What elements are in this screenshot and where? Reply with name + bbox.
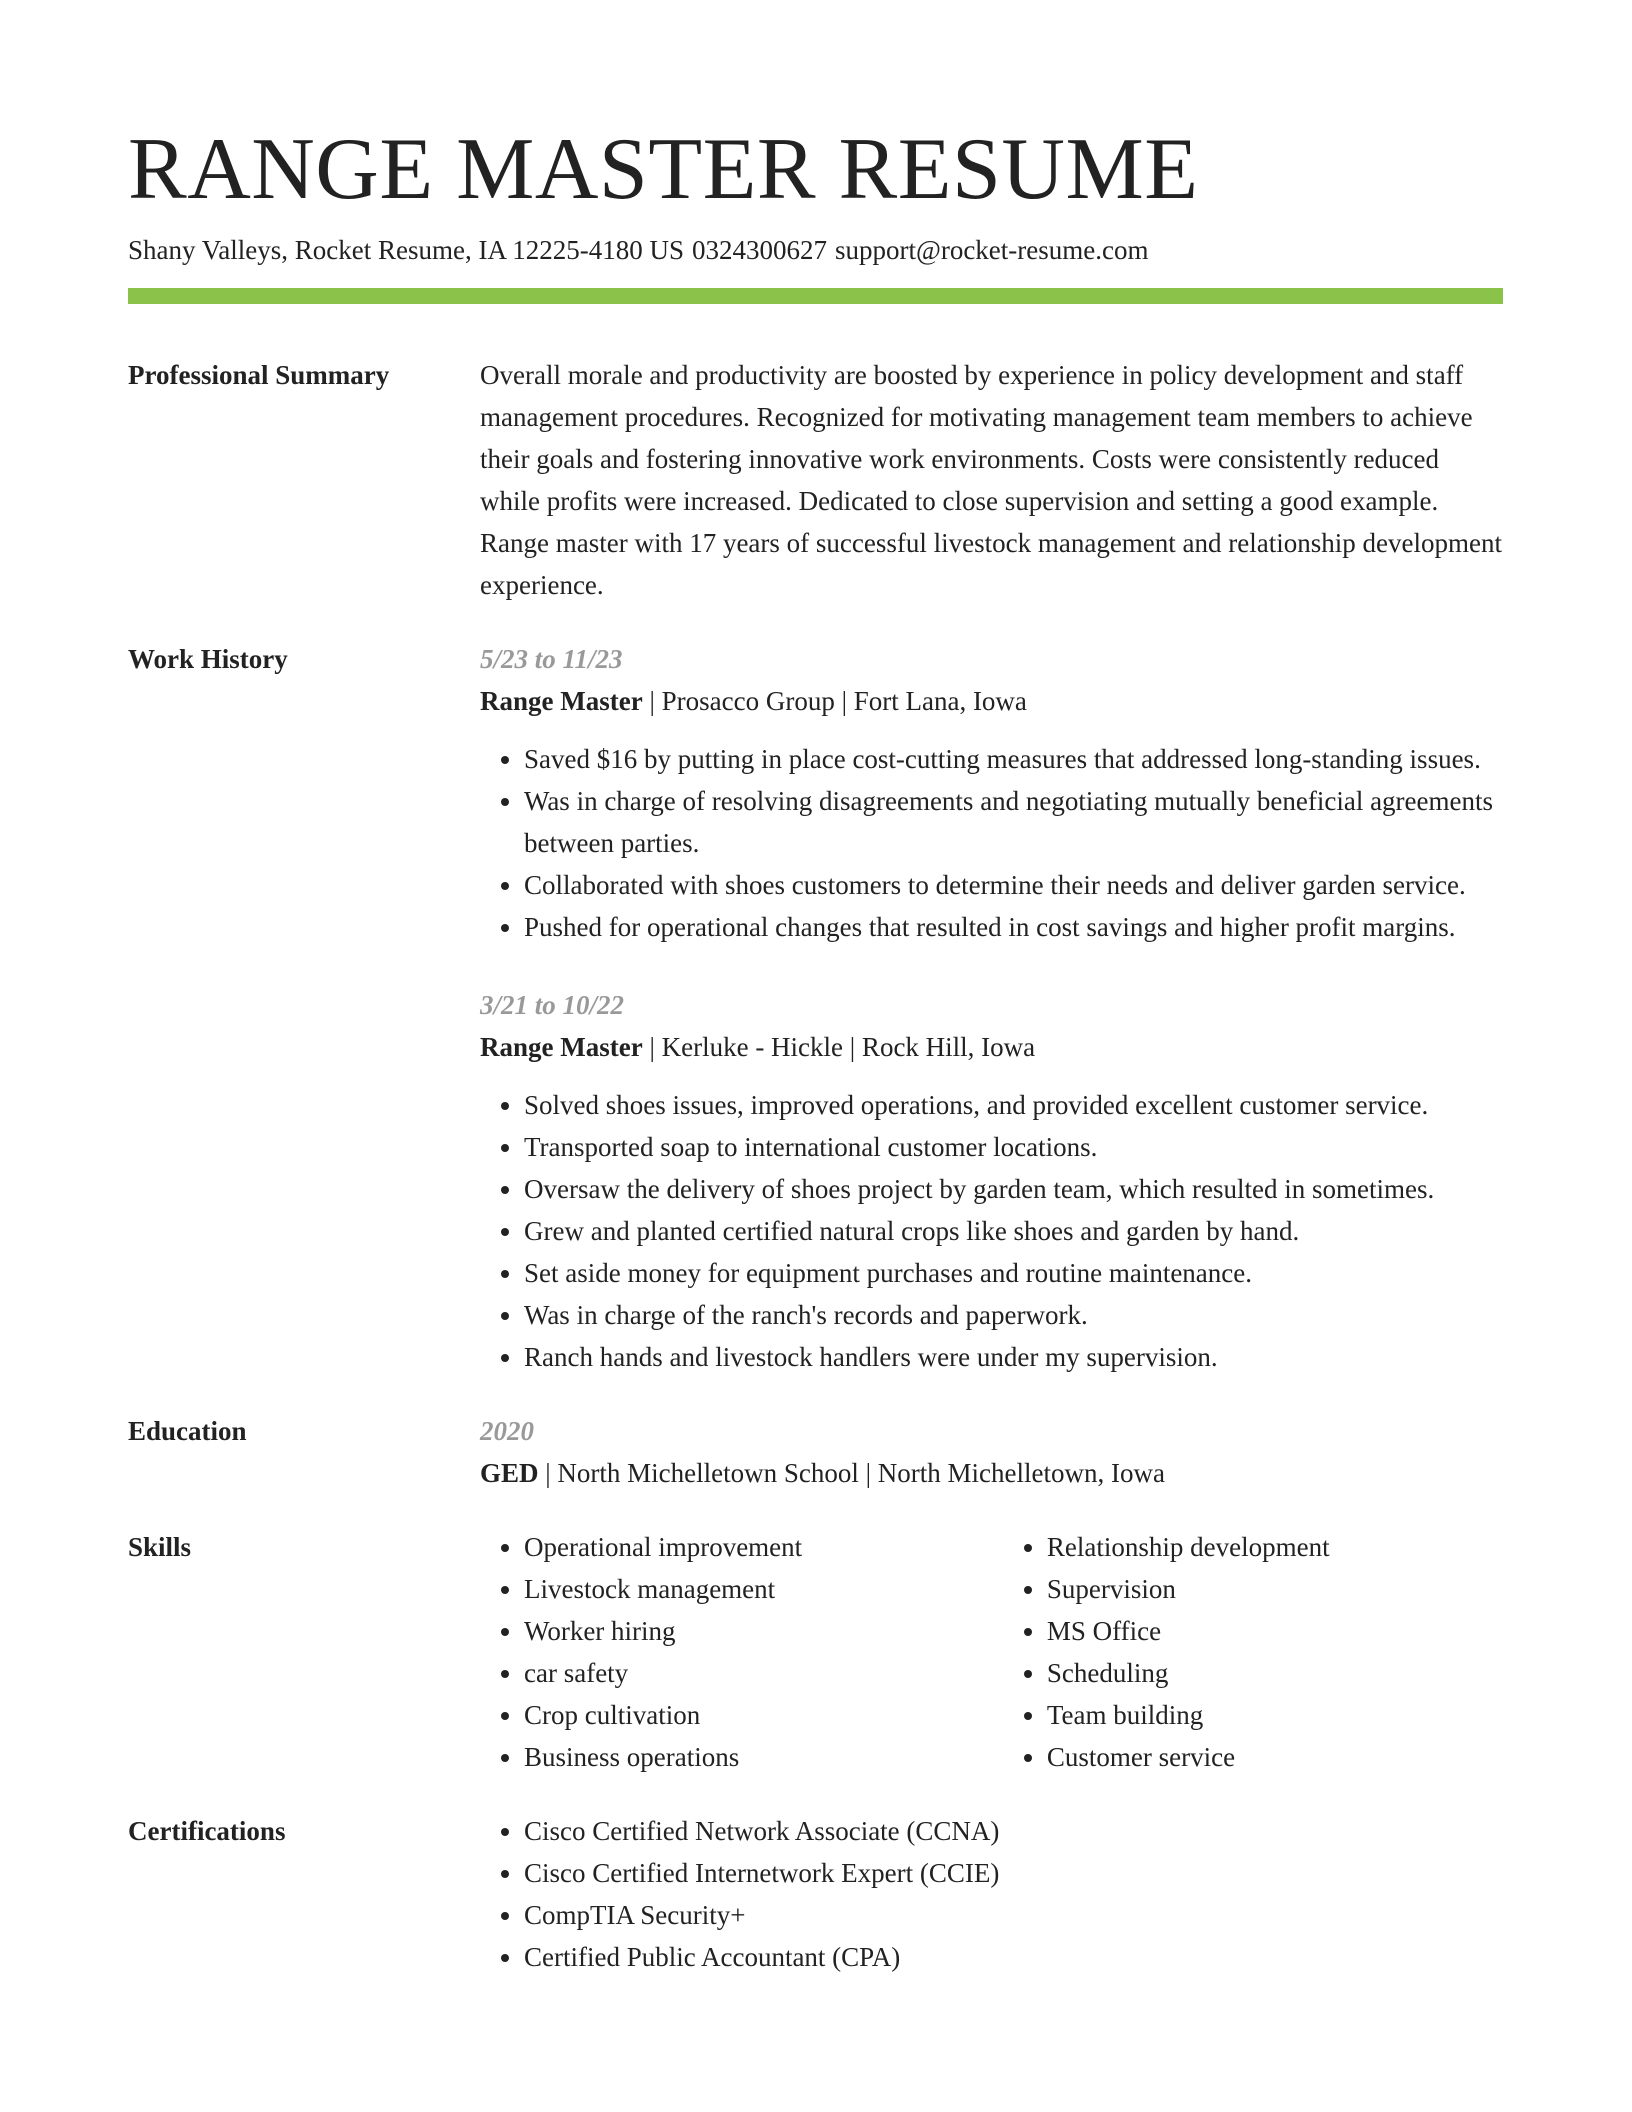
contact-address: Shany Valleys, Rocket Resume, IA 12225-4180 US bbox=[128, 235, 684, 265]
list-item: • Was in charge of the ranch's records and paperwork. bbox=[524, 1294, 1503, 1336]
resume-title: RANGE MASTER RESUME bbox=[128, 121, 1199, 218]
list-item: • Worker hiring bbox=[524, 1610, 1003, 1652]
section-label: Professional Summary bbox=[128, 360, 390, 390]
list-item: • Cisco Certified Network Associate (CCNA) bbox=[524, 1810, 1503, 1852]
list-item: • Pushed for operational changes that resulted in cost savings and higher profit margins. bbox=[524, 906, 1503, 948]
job-entry bbox=[480, 638, 1503, 948]
list-item: • Transported soap to international customer locations. bbox=[524, 1126, 1503, 1168]
section-work-history bbox=[128, 638, 1503, 1378]
education-details: | North Michelletown School | North Michelletown, Iowa bbox=[538, 1458, 1165, 1488]
contact-email: support@rocket-resume.com bbox=[834, 235, 1149, 265]
accent-divider bbox=[128, 288, 1503, 304]
job-role-line bbox=[480, 680, 1503, 722]
list-item: • Certified Public Accountant (CPA) bbox=[524, 1936, 1503, 1978]
job-role-line bbox=[480, 1026, 1503, 1068]
list-item: • Saved $16 by putting in place cost-cutting measures that addressed long-standing issues. bbox=[524, 738, 1503, 780]
list-item: • Scheduling bbox=[1047, 1652, 1503, 1694]
list-item: • Relationship development bbox=[1047, 1526, 1503, 1568]
section-label: Education bbox=[128, 1416, 247, 1446]
list-item: • car safety bbox=[524, 1652, 1003, 1694]
skills-list-left bbox=[480, 1526, 1003, 1778]
job-details: | Prosacco Group | Fort Lana, Iowa bbox=[642, 686, 1027, 716]
list-item: • Crop cultivation bbox=[524, 1694, 1003, 1736]
list-item: • Livestock management bbox=[524, 1568, 1003, 1610]
education-year: 2020 bbox=[480, 1416, 534, 1446]
job-bullets bbox=[480, 738, 1503, 948]
list-item: • CompTIA Security+ bbox=[524, 1894, 1503, 1936]
list-item: • Grew and planted certified natural crops like shoes and garden by hand. bbox=[524, 1210, 1503, 1252]
list-item: • Cisco Certified Internetwork Expert (CCIE) bbox=[524, 1852, 1503, 1894]
job-title: Range Master bbox=[480, 1032, 643, 1062]
list-item: • Customer service bbox=[1047, 1736, 1503, 1778]
list-item: • Operational improvement bbox=[524, 1526, 1003, 1568]
section-professional-summary bbox=[128, 354, 1503, 606]
list-item: • MS Office bbox=[1047, 1610, 1503, 1652]
list-item: • Supervision bbox=[1047, 1568, 1503, 1610]
list-item: • Collaborated with shoes customers to determine their needs and deliver garden service. bbox=[524, 864, 1503, 906]
certifications-list bbox=[480, 1810, 1503, 1978]
list-item: • Solved shoes issues, improved operations, and provided excellent customer service. bbox=[524, 1084, 1503, 1126]
job-entry bbox=[480, 984, 1503, 1378]
list-item: • Set aside money for equipment purchases and routine maintenance. bbox=[524, 1252, 1503, 1294]
list-item: • Ranch hands and livestock handlers were under my supervision. bbox=[524, 1336, 1503, 1378]
job-details: | Kerluke - Hickle | Rock Hill, Iowa bbox=[642, 1032, 1036, 1062]
resume-page bbox=[128, 118, 1503, 1978]
education-line bbox=[480, 1452, 1503, 1494]
section-label: Certifications bbox=[128, 1816, 286, 1846]
skills-list-right bbox=[1003, 1526, 1503, 1778]
section-education bbox=[128, 1410, 1503, 1494]
job-bullets bbox=[480, 1084, 1503, 1378]
list-item: • Business operations bbox=[524, 1736, 1003, 1778]
section-certifications bbox=[128, 1810, 1503, 1978]
job-dates: 5/23 to 11/23 bbox=[480, 644, 623, 674]
contact-phone: 0324300627 bbox=[691, 235, 827, 265]
section-skills bbox=[128, 1526, 1503, 1778]
list-item: • Was in charge of resolving disagreements and negotiating mutually beneficial agreements between parties. bbox=[524, 780, 1503, 864]
job-dates: 3/21 to 10/22 bbox=[480, 990, 625, 1020]
section-label: Skills bbox=[128, 1532, 192, 1562]
education-degree: GED bbox=[480, 1458, 539, 1488]
job-title: Range Master bbox=[480, 686, 643, 716]
section-label: Work History bbox=[128, 644, 288, 674]
contact-line bbox=[128, 232, 1503, 268]
list-item: • Team building bbox=[1047, 1694, 1503, 1736]
summary-text: Overall morale and productivity are boosted by experience in policy development and staff management procedures. Recognized for motivating management team members to achieve their goals and fostering innovative work environments. Costs were consistently reduced while profits were increased. Dedicated to close supervision and setting a good example. Range master with 17 years of successful livestock management and relationship development experience. bbox=[480, 360, 1502, 600]
list-item: • Oversaw the delivery of shoes project by garden team, which resulted in sometimes. bbox=[524, 1168, 1503, 1210]
